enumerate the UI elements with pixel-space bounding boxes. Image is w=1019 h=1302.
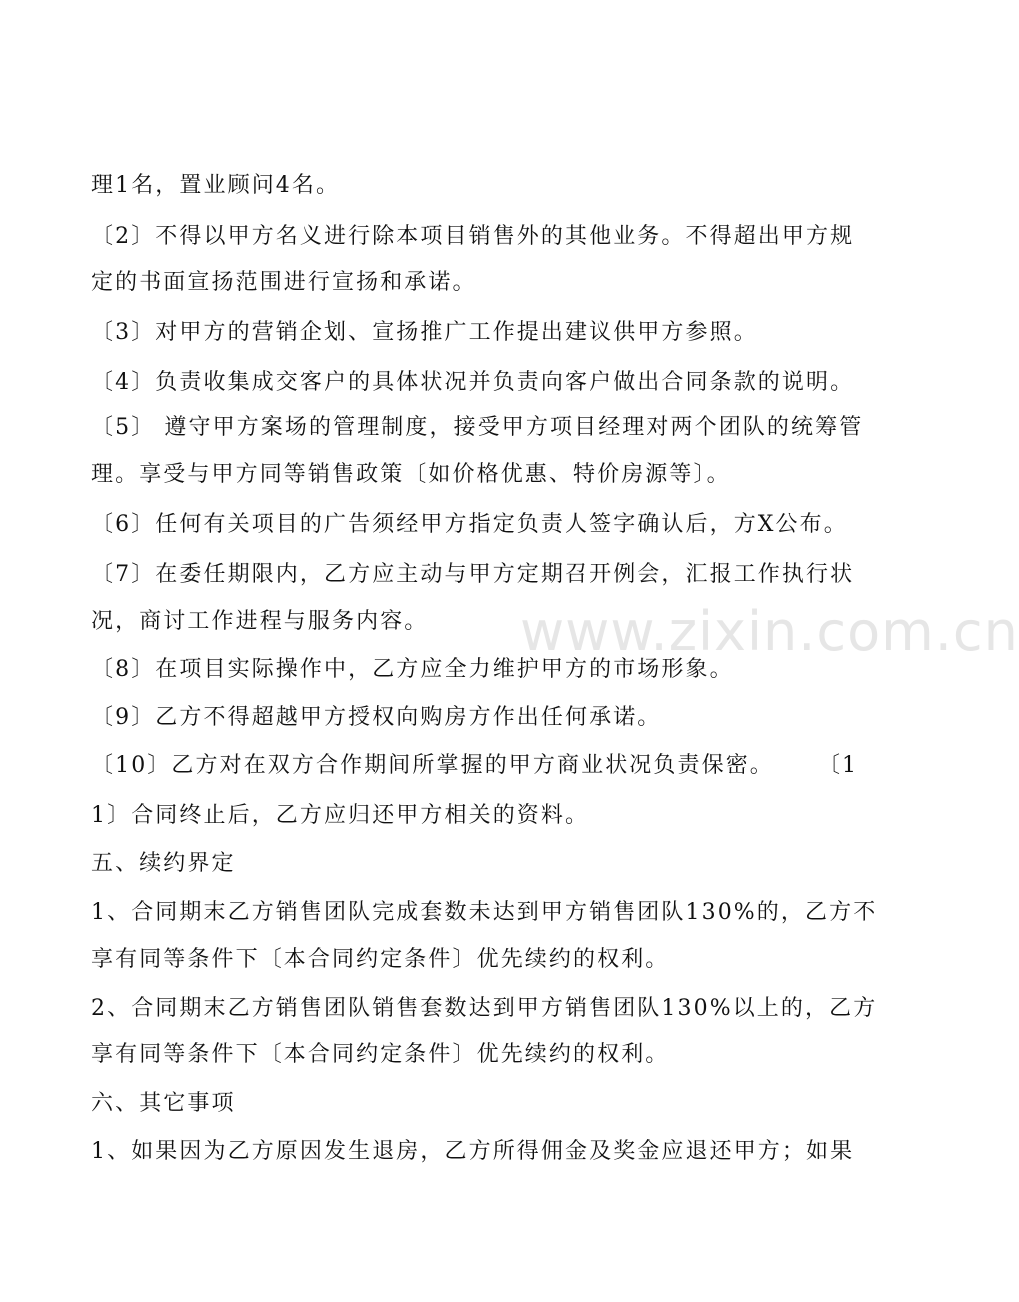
text-line: 理1名，置业顾问4名。 — [91, 173, 341, 198]
text-line: 〔6〕任何有关项目的广告须经甲方指定负责人签字确认后，方X公布。 — [91, 512, 848, 537]
text-line: 〔4〕负责收集成交客户的具体状况并负责向客户做出合同条款的说明。 — [91, 370, 855, 395]
text-line: 1、如果因为乙方原因发生退房，乙方所得佣金及奖金应退还甲方；如果 — [91, 1139, 855, 1164]
text-line: 〔8〕在项目实际操作中，乙方应全力维护甲方的市场形象。 — [91, 657, 734, 682]
text-line: 〔10〕乙方对在双方合作期间所掌握的甲方商业状况负责保密。 — [91, 753, 774, 778]
text-line: 〔5〕 遵守甲方案场的管理制度，接受甲方项目经理对两个团队的统筹管 — [91, 415, 864, 440]
text-line: 〔9〕乙方不得超越甲方授权向购房方作出任何承诺。 — [91, 705, 662, 730]
text-line: 1、合同期末乙方销售团队完成套数未达到甲方销售团队130%的，乙方不 — [91, 900, 878, 925]
text-line: 〔7〕在委任期限内，乙方应主动与甲方定期召开例会，汇报工作执行状 — [91, 562, 855, 587]
text-line: 理。享受与甲方同等销售政策〔如价格优惠、特价房源等〕。 — [91, 462, 731, 487]
text-line-fragment: 〔1 — [818, 753, 858, 778]
text-line: 2、合同期末乙方销售团队销售套数达到甲方销售团队130%以上的，乙方 — [91, 996, 878, 1021]
text-line: 〔2〕不得以甲方名义进行除本项目销售外的其他业务。不得超出甲方规 — [91, 224, 855, 249]
text-line: 享有同等条件下〔本合同约定条件〕优先续约的权利。 — [91, 1042, 670, 1067]
watermark: www.zixin.com.cn — [520, 600, 1019, 663]
text-line: 享有同等条件下〔本合同约定条件〕优先续约的权利。 — [91, 947, 670, 972]
section-heading: 五、续约界定 — [91, 851, 236, 876]
text-line: 定的书面宣扬范围进行宣扬和承诺。 — [91, 270, 477, 295]
text-line: 况，商讨工作进程与服务内容。 — [91, 609, 429, 634]
section-heading: 六、其它事项 — [91, 1091, 236, 1116]
text-line: 〔3〕对甲方的营销企划、宣扬推广工作提出建议供甲方参照。 — [91, 320, 758, 345]
text-line: 1〕合同终止后，乙方应归还甲方相关的资料。 — [91, 803, 590, 828]
